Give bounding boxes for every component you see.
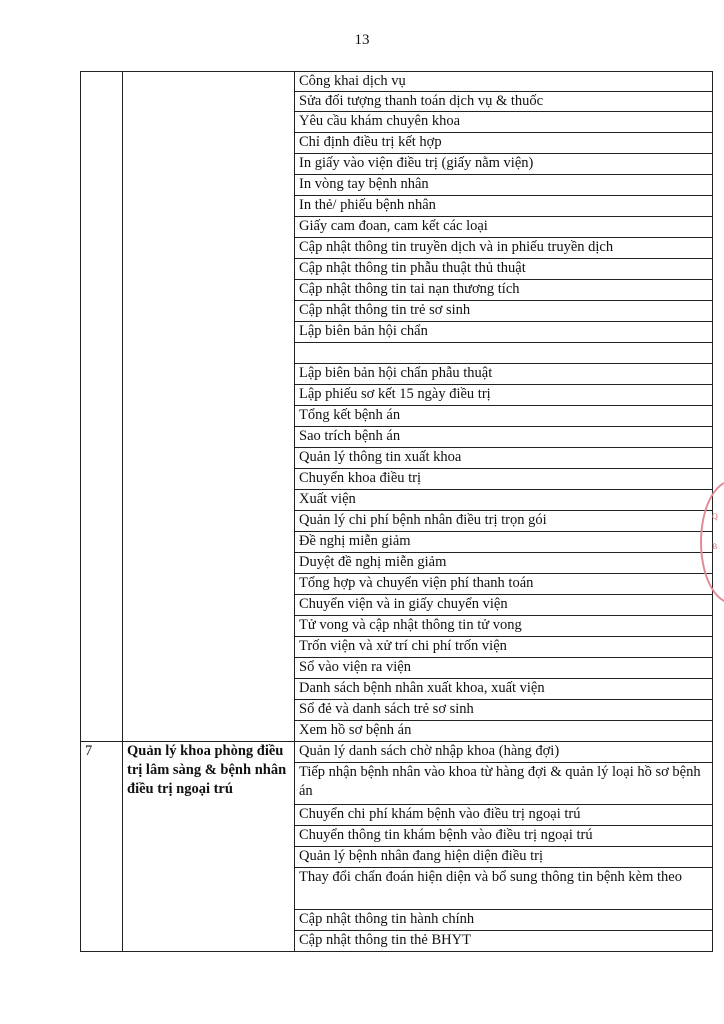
section-number: 7 bbox=[81, 742, 123, 952]
function-item: Cập nhật thông tin hành chính bbox=[295, 910, 713, 931]
function-item: Chuyển viện và in giấy chuyển viện bbox=[295, 595, 713, 616]
function-item: Tiếp nhận bệnh nhân vào khoa từ hàng đợi & quản lý loại hồ sơ bệnh án bbox=[295, 763, 713, 805]
function-item: Tổng hợp và chuyển viện phí thanh toán bbox=[295, 574, 713, 595]
function-item: Cập nhật thông tin tai nạn thương tích bbox=[295, 280, 713, 301]
function-item: Xem hồ sơ bệnh án bbox=[295, 721, 713, 742]
function-item: Quản lý danh sách chờ nhập khoa (hàng đợi) bbox=[295, 742, 713, 763]
function-item: Thay đổi chẩn đoán hiện diện và bổ sung thông tin bệnh kèm theo bbox=[295, 868, 713, 910]
stamp-seal: Q B bbox=[700, 480, 724, 604]
function-item: Cập nhật thông tin thẻ BHYT bbox=[295, 931, 713, 952]
function-item: Xuất viện bbox=[295, 490, 713, 511]
function-item: Chuyển khoa điều trị bbox=[295, 469, 713, 490]
function-item: Công khai dịch vụ bbox=[295, 72, 713, 92]
function-item: Sửa đối tượng thanh toán dịch vụ & thuốc bbox=[295, 92, 713, 112]
function-item: Lập biên bản hội chẩn phẫu thuật bbox=[295, 364, 713, 385]
function-item: Cập nhật thông tin phẫu thuật thủ thuật bbox=[295, 259, 713, 280]
function-item: Chuyển thông tin khám bệnh vào điều trị ngoại trú bbox=[295, 826, 713, 847]
function-item: Cập nhật thông tin truyền dịch và in phiếu truyền dịch bbox=[295, 238, 713, 259]
function-item: Lập phiếu sơ kết 15 ngày điều trị bbox=[295, 385, 713, 406]
number-cell bbox=[81, 72, 123, 742]
function-item: Tổng kết bệnh án bbox=[295, 406, 713, 427]
function-item: Chỉ định điều trị kết hợp bbox=[295, 133, 713, 154]
function-item: Yêu cầu khám chuyên khoa bbox=[295, 112, 713, 133]
group-cell bbox=[123, 72, 295, 742]
table-row bbox=[81, 72, 713, 92]
function-item bbox=[295, 343, 713, 364]
function-item: Lập biên bản hội chẩn bbox=[295, 322, 713, 343]
function-item: In giấy vào viện điều trị (giấy nằm viện) bbox=[295, 154, 713, 175]
function-item: Sổ vào viện ra viện bbox=[295, 658, 713, 679]
page-number: 13 bbox=[354, 32, 370, 48]
function-item: In vòng tay bệnh nhân bbox=[295, 175, 713, 196]
function-item: In thẻ/ phiếu bệnh nhân bbox=[295, 196, 713, 217]
table-row bbox=[81, 742, 713, 763]
function-item: Chuyển chi phí khám bệnh vào điều trị ngoại trú bbox=[295, 805, 713, 826]
function-item: Giấy cam đoan, cam kết các loại bbox=[295, 217, 713, 238]
function-item: Duyệt đề nghị miễn giảm bbox=[295, 553, 713, 574]
function-table-body bbox=[81, 72, 713, 952]
function-item: Quản lý thông tin xuất khoa bbox=[295, 448, 713, 469]
function-item: Trốn viện và xử trí chi phí trốn viện bbox=[295, 637, 713, 658]
function-item: Cập nhật thông tin trẻ sơ sinh bbox=[295, 301, 713, 322]
function-item: Tử vong và cập nhật thông tin tử vong bbox=[295, 616, 713, 637]
function-item: Quản lý chi phí bệnh nhân điều trị trọn gói bbox=[295, 511, 713, 532]
section-title: Quản lý khoa phòng điều trị lâm sàng & bệnh nhân điều trị ngoại trú bbox=[123, 742, 295, 952]
function-table bbox=[80, 71, 713, 952]
function-item: Sổ đẻ và danh sách trẻ sơ sinh bbox=[295, 700, 713, 721]
function-item: Quản lý bệnh nhân đang hiện diện điều trị bbox=[295, 847, 713, 868]
function-item: Sao trích bệnh án bbox=[295, 427, 713, 448]
function-item: Đề nghị miễn giảm bbox=[295, 532, 713, 553]
function-item: Danh sách bệnh nhân xuất khoa, xuất viện bbox=[295, 679, 713, 700]
